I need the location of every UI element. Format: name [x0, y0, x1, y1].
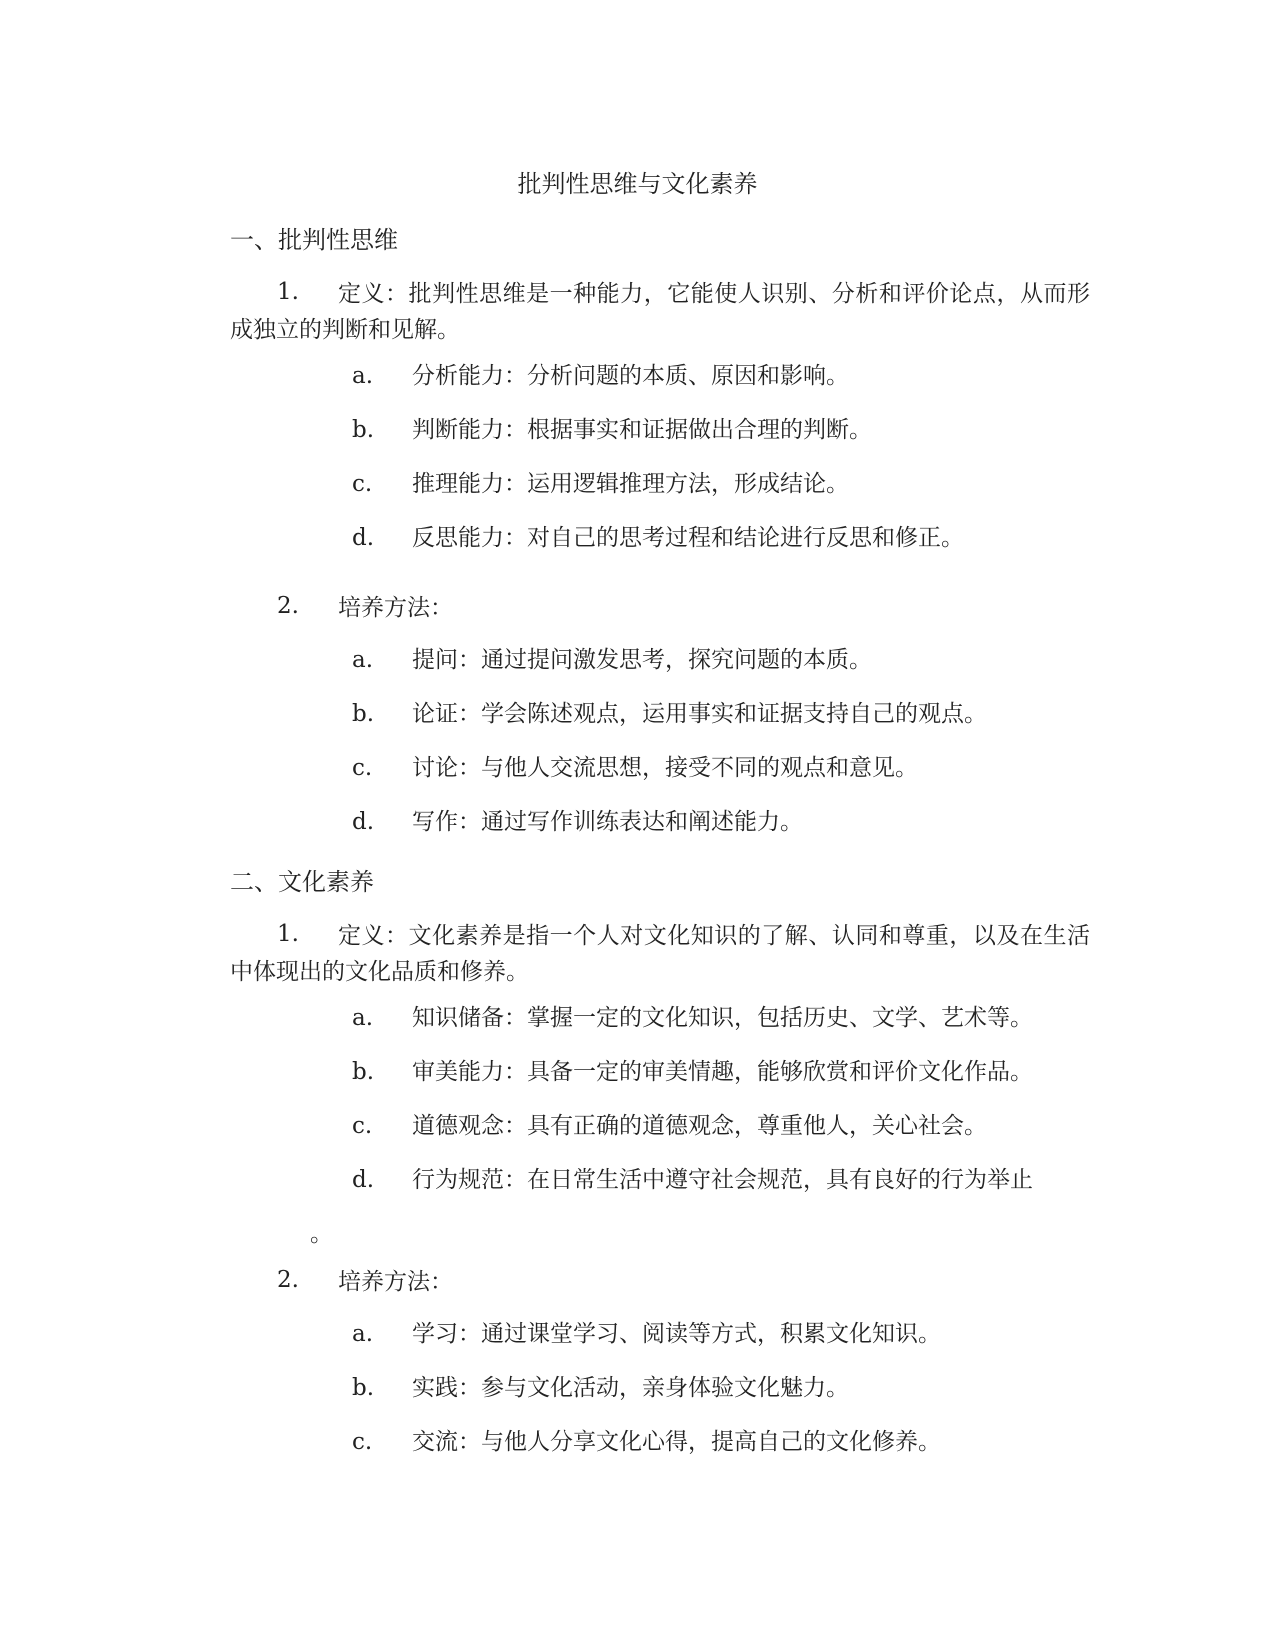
- list-text: 交流：与他人分享文化心得，提高自己的文化修养。: [412, 1429, 941, 1455]
- list-text: 审美能力：具备一定的审美情趣，能够欣赏和评价文化作品。: [412, 1059, 1033, 1085]
- list-letter: b.: [352, 701, 375, 727]
- item-text: 培养方法：: [338, 595, 453, 621]
- list-letter: b.: [352, 1375, 375, 1401]
- section-heading-critical-thinking: 一、批判性思维: [230, 226, 398, 254]
- list-letter: a.: [352, 1005, 374, 1031]
- item-number: 2.: [277, 1267, 299, 1293]
- list-letter: d.: [352, 1167, 375, 1193]
- item-number: 2.: [277, 593, 299, 619]
- list-letter: c.: [352, 1429, 373, 1455]
- list-text: 写作：通过写作训练表达和阐述能力。: [412, 809, 803, 835]
- item-text: 定义：批判性思维是一种能力，它能使人识别、分析和评价论点，从而形成独立的判断和见解。: [230, 281, 1090, 343]
- list-text: 论证：学会陈述观点，运用事实和证据支持自己的观点。: [412, 701, 987, 727]
- list-text: 讨论：与他人交流思想，接受不同的观点和意见。: [412, 755, 918, 781]
- list-text: 提问：通过提问激发思考，探究问题的本质。: [412, 647, 872, 673]
- list-text: 实践：参与文化活动，亲身体验文化魅力。: [412, 1375, 849, 1401]
- list-letter: a.: [352, 647, 374, 673]
- list-text: 推理能力：运用逻辑推理方法，形成结论。: [412, 471, 849, 497]
- item-text: 定义：文化素养是指一个人对文化知识的了解、认同和尊重，以及在生活中体现出的文化品质和修养。: [230, 923, 1090, 985]
- list-text: 道德观念：具有正确的道德观念，尊重他人，关心社会。: [412, 1113, 987, 1139]
- wrapped-punctuation: 。: [310, 1221, 333, 1247]
- item-number: 1.: [277, 279, 299, 305]
- item-number: 1.: [277, 921, 299, 947]
- list-letter: b.: [352, 417, 375, 443]
- list-letter: c.: [352, 755, 373, 781]
- list-text: 知识储备：掌握一定的文化知识，包括历史、文学、艺术等。: [412, 1005, 1033, 1031]
- list-letter: d.: [352, 525, 375, 551]
- list-text: 学习：通过课堂学习、阅读等方式，积累文化知识。: [412, 1321, 941, 1347]
- document-title: 批判性思维与文化素养: [517, 170, 758, 198]
- list-letter: c.: [352, 1113, 373, 1139]
- list-text: 判断能力：根据事实和证据做出合理的判断。: [412, 417, 872, 443]
- list-text: 分析能力：分析问题的本质、原因和影响。: [412, 363, 849, 389]
- list-letter: c.: [352, 471, 373, 497]
- list-text: 反思能力：对自己的思考过程和结论进行反思和修正。: [412, 525, 964, 551]
- list-letter: d.: [352, 809, 375, 835]
- list-letter: a.: [352, 363, 374, 389]
- item-text: 培养方法：: [338, 1269, 453, 1295]
- list-letter: b.: [352, 1059, 375, 1085]
- section-heading-cultural-literacy: 二、文化素养: [230, 868, 374, 896]
- list-letter: a.: [352, 1321, 374, 1347]
- list-text: 行为规范：在日常生活中遵守社会规范，具有良好的行为举止: [412, 1167, 1033, 1193]
